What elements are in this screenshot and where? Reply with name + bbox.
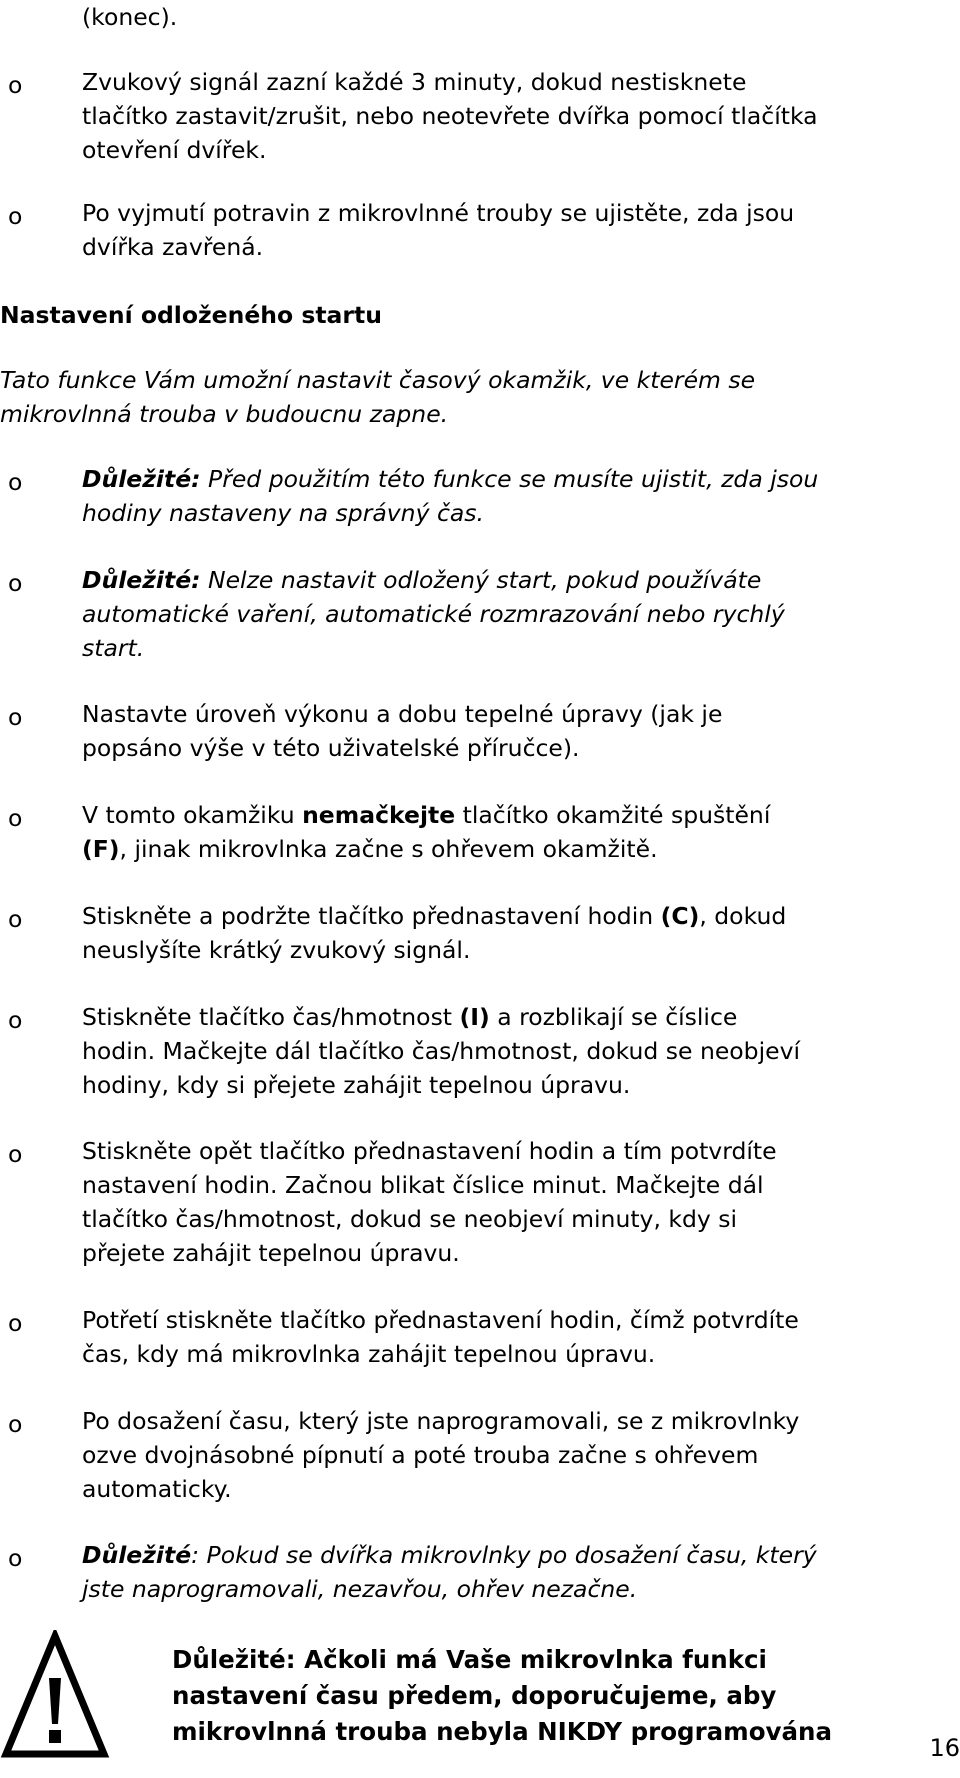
important-note-line: automatické vaření, automatické rozmrazování nebo rychlý <box>82 600 785 628</box>
note-text: Nelze nastavit odložený start, pokud používáte <box>200 566 762 594</box>
bullet-marker: o <box>8 1006 23 1034</box>
step-line: ozve dvojnásobné pípnutí a poté trouba začne s ohřevem <box>82 1441 759 1469</box>
button-key-label: (C) <box>660 902 700 930</box>
paragraph-fragment: (konec). <box>82 3 178 31</box>
note-text: Před použitím této funkce se musíte ujistit, zda jsou <box>200 465 819 493</box>
bullet-marker: o <box>8 1140 23 1168</box>
note-text: : Pokud se dvířka mikrovlnky po dosažení času, který <box>191 1541 817 1569</box>
step-line: čas, kdy má mikrovlnka zahájit tepelnou úpravu. <box>82 1340 656 1368</box>
step-line: automaticky. <box>82 1475 232 1503</box>
important-note <box>82 563 761 597</box>
section-intro: Tato funkce Vám umožní nastavit časový okamžik, ve kterém se <box>0 366 756 394</box>
step-line: nastavení hodin. Začnou blikat číslice minut. Mačkejte dál <box>82 1171 764 1199</box>
step-text: , dokud <box>699 902 787 930</box>
step-text: V tomto okamžiku <box>82 801 303 829</box>
page-number: 16 <box>929 1734 960 1762</box>
section-heading: Nastavení odloženého startu <box>0 301 382 329</box>
step-line: Potřetí stiskněte tlačítko přednastavení hodin, čímž potvrdíte <box>82 1306 799 1334</box>
bullet-marker: o <box>8 1544 23 1572</box>
warning-text-line: nastavení času předem, doporučujeme, aby <box>172 1681 777 1710</box>
warning-triangle-icon <box>0 1630 110 1760</box>
bullet-marker: o <box>8 804 23 832</box>
step-line <box>82 899 786 933</box>
bullet-marker: o <box>8 905 23 933</box>
step-line: neuslyšíte krátký zvukový signál. <box>82 936 471 964</box>
important-label: Důležité: <box>82 465 201 493</box>
list-item-line: otevření dvířek. <box>82 136 267 164</box>
list-item-line: dvířka zavřená. <box>82 233 264 261</box>
bullet-marker: o <box>8 703 23 731</box>
important-note <box>82 462 818 496</box>
step-line: přejete zahájit tepelnou úpravu. <box>82 1239 460 1267</box>
button-key-label: (F) <box>82 835 120 863</box>
bullet-marker: o <box>8 202 23 230</box>
button-key-label: (I) <box>459 1003 490 1031</box>
step-text: Stiskněte tlačítko čas/hmotnost <box>82 1003 460 1031</box>
step-text: tlačítko okamžité spuštění <box>455 801 771 829</box>
step-line: popsáno výše v této uživatelské příručce). <box>82 734 580 762</box>
step-text: , jinak mikrovlnka začne s ohřevem okamžitě. <box>119 835 658 863</box>
step-line <box>82 1000 737 1034</box>
list-item-line: Zvukový signál zazní každé 3 minuty, dokud nestisknete <box>82 68 747 96</box>
step-line: hodiny, kdy si přejete zahájit tepelnou úpravu. <box>82 1071 631 1099</box>
step-line <box>82 798 770 832</box>
important-note-line: jste naprogramovali, nezavřou, ohřev nezačne. <box>82 1575 638 1603</box>
important-label: Důležité: <box>82 566 201 594</box>
step-line: Po dosažení času, který jste naprogramovali, se z mikrovlnky <box>82 1407 800 1435</box>
step-line: Stiskněte opět tlačítko přednastavení hodin a tím potvrdíte <box>82 1137 777 1165</box>
list-item-line: Po vyjmutí potravin z mikrovlnné trouby se ujistěte, zda jsou <box>82 199 795 227</box>
bullet-marker: o <box>8 1410 23 1438</box>
bullet-marker: o <box>8 1309 23 1337</box>
bullet-marker: o <box>8 569 23 597</box>
important-note-line: start. <box>82 634 145 662</box>
step-line: Nastavte úroveň výkonu a dobu tepelné úpravy (jak je <box>82 700 723 728</box>
important-note <box>82 1538 817 1572</box>
warning-text-line: Důležité: Ačkoli má Vaše mikrovlnka funkci <box>172 1645 767 1674</box>
bullet-marker: o <box>8 468 23 496</box>
step-line: tlačítko čas/hmotnost, dokud se neobjeví minuty, kdy si <box>82 1205 738 1233</box>
step-text: Stiskněte a podržte tlačítko přednastavení hodin <box>82 902 661 930</box>
step-line: hodin. Mačkejte dál tlačítko čas/hmotnost, dokud se neobjeví <box>82 1037 801 1065</box>
warning-text-line: mikrovlnná trouba nebyla NIKDY programována <box>172 1717 833 1746</box>
bullet-marker: o <box>8 71 23 99</box>
important-note-line: hodiny nastaveny na správný čas. <box>82 499 484 527</box>
step-text: a rozblikají se číslice <box>489 1003 738 1031</box>
section-intro: mikrovlnná trouba v budoucnu zapne. <box>0 400 449 428</box>
emphasis-text: nemačkejte <box>302 801 456 829</box>
list-item-line: tlačítko zastavit/zrušit, nebo neotevřete dvířka pomocí tlačítka <box>82 102 818 130</box>
step-line <box>82 832 658 866</box>
important-label: Důležité <box>82 1541 192 1569</box>
